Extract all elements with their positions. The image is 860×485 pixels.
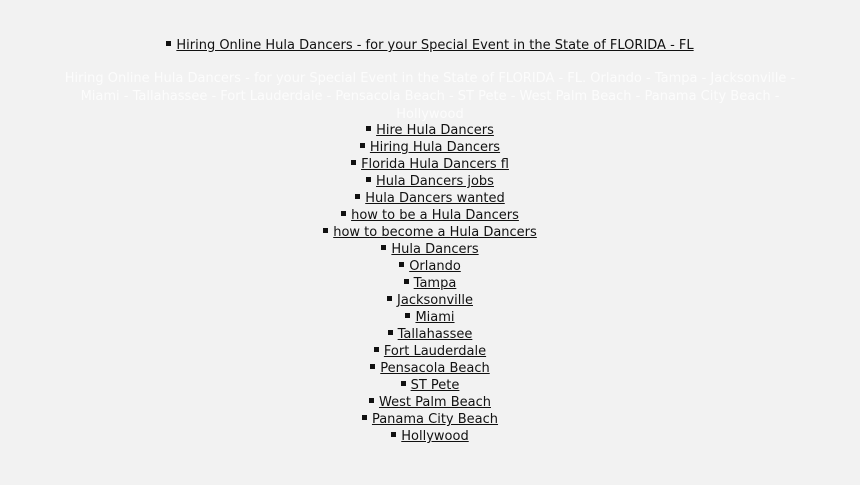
square-bullet-icon (166, 41, 171, 46)
link-west-palm-beach[interactable]: West Palm Beach (379, 395, 491, 410)
list-item (0, 343, 860, 360)
link-florida-hula-dancers[interactable]: Florida Hula Dancers fl (361, 157, 509, 172)
square-bullet-icon (374, 347, 379, 352)
link-how-to-be[interactable]: how to be a Hula Dancers (351, 208, 519, 223)
list-item (0, 258, 860, 275)
link-panama-city-beach[interactable]: Panama City Beach (371, 412, 499, 427)
square-bullet-icon (388, 330, 393, 335)
square-bullet-icon (401, 381, 406, 386)
link-list (0, 122, 860, 445)
faint-description: Hiring Online Hula Dancers - for your Special Event in the State of FLORIDA - FL. Orlando - Tampa - Jacksonville - Miami - Tallahassee - Fort Lauderdale - Pensacola Beach - ST Pete - West Palm Beach - Panama City Beach - Hollywood (64, 71, 796, 122)
link-hire-hula-dancers[interactable]: Hire Hula Dancers (376, 123, 494, 138)
list-item (0, 139, 860, 156)
square-bullet-icon (341, 211, 346, 216)
link-hula-dancers-jobs[interactable]: Hula Dancers jobs (376, 174, 494, 189)
square-bullet-icon (366, 126, 371, 131)
headline (0, 37, 860, 54)
link-hula-dancers-wanted[interactable]: Hula Dancers wanted (365, 191, 505, 206)
list-item (0, 173, 860, 190)
square-bullet-icon (362, 415, 367, 420)
list-item (0, 122, 860, 139)
square-bullet-icon (391, 432, 396, 437)
list-item (0, 292, 860, 309)
list-item (0, 224, 860, 241)
link-orlando[interactable]: Orlando (409, 259, 461, 274)
list-item (0, 394, 860, 411)
link-hollywood[interactable]: Hollywood (401, 429, 469, 444)
square-bullet-icon (404, 279, 409, 284)
link-hula-dancers[interactable]: Hula Dancers (391, 242, 479, 257)
square-bullet-icon (360, 143, 365, 148)
list-item (0, 241, 860, 258)
list-item (0, 309, 860, 326)
list-item (0, 428, 860, 445)
square-bullet-icon (369, 398, 374, 403)
link-hiring-hula-dancers[interactable]: Hiring Hula Dancers (369, 140, 501, 155)
list-item (0, 275, 860, 292)
list-item (0, 207, 860, 224)
square-bullet-icon (323, 228, 328, 233)
list-item (0, 156, 860, 173)
link-pensacola-beach[interactable]: Pensacola Beach (380, 361, 490, 376)
list-item (0, 190, 860, 207)
square-bullet-icon (370, 364, 375, 369)
link-tallahassee[interactable]: Tallahassee (397, 327, 473, 342)
list-item (0, 326, 860, 343)
headline-link[interactable]: Hiring Online Hula Dancers - for your Special Event in the State of FLORIDA - FL (176, 38, 694, 53)
link-miami[interactable]: Miami (415, 310, 455, 325)
square-bullet-icon (405, 313, 410, 318)
square-bullet-icon (351, 160, 356, 165)
square-bullet-icon (381, 245, 386, 250)
link-how-to-become[interactable]: how to become a Hula Dancers (333, 225, 537, 240)
link-fort-lauderdale[interactable]: Fort Lauderdale (383, 344, 487, 359)
square-bullet-icon (366, 177, 371, 182)
list-item (0, 360, 860, 377)
square-bullet-icon (387, 296, 392, 301)
list-item (0, 377, 860, 394)
link-tampa[interactable]: Tampa (413, 276, 457, 291)
list-item (0, 411, 860, 428)
link-jacksonville[interactable]: Jacksonville (397, 293, 473, 308)
square-bullet-icon (399, 262, 404, 267)
square-bullet-icon (355, 194, 360, 199)
link-st-pete[interactable]: ST Pete (410, 378, 460, 393)
